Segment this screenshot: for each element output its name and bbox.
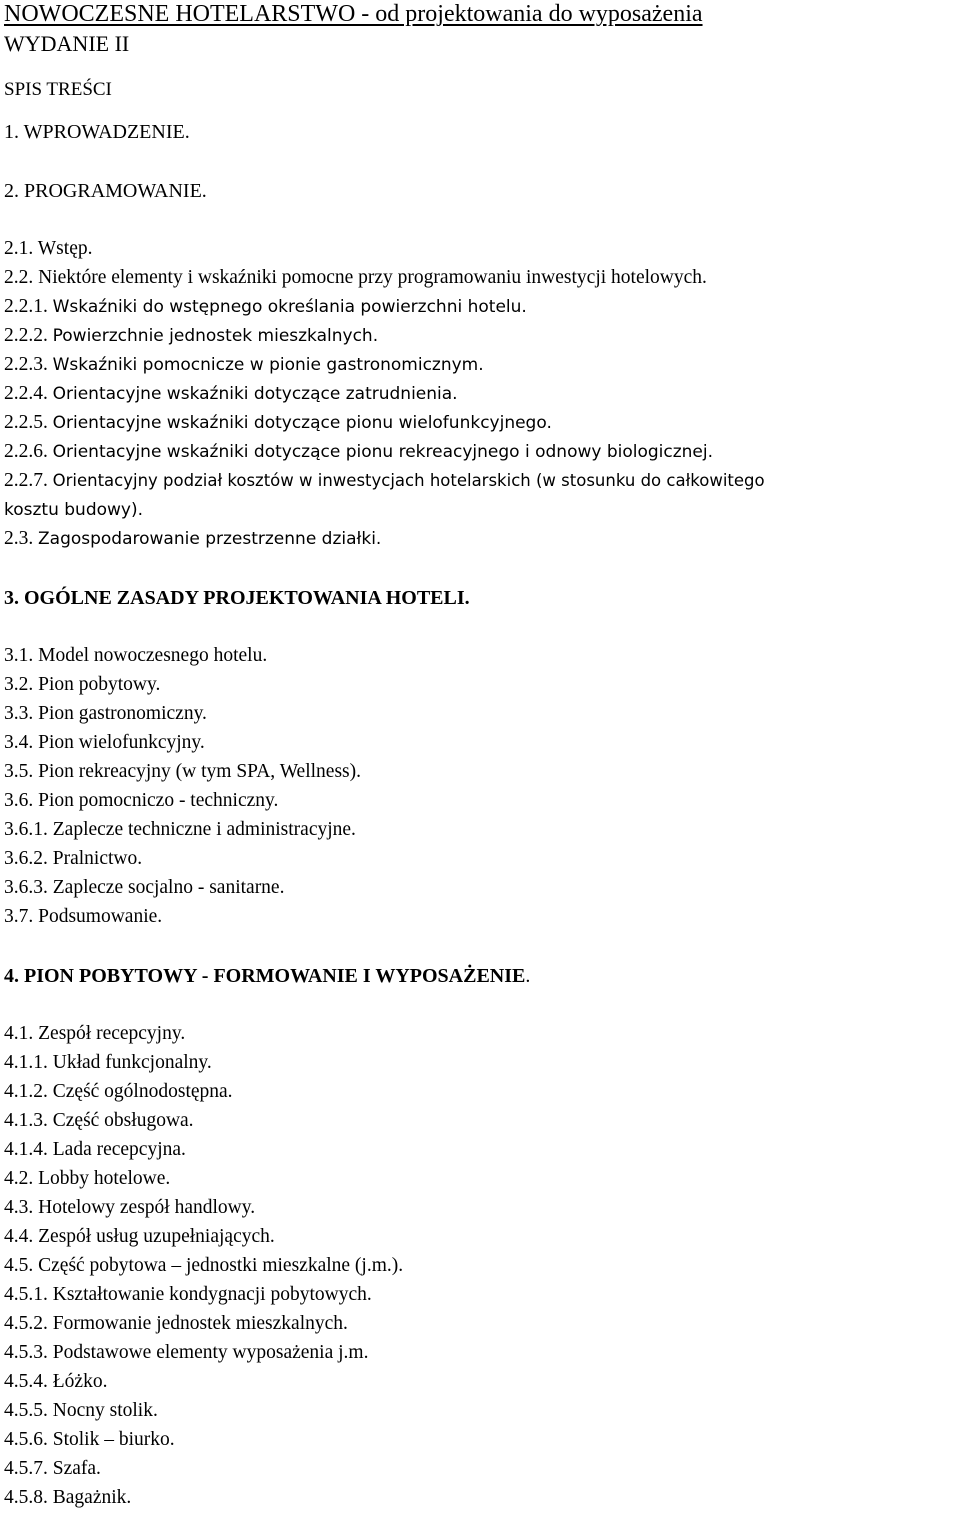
toc-entry-number: 2.2.2. [4, 325, 48, 346]
toc-entry-number: 4.1. [4, 1023, 34, 1044]
toc-entry [4, 296, 527, 318]
toc-entry [4, 528, 381, 550]
toc-entry [4, 1342, 368, 1364]
toc-entry [4, 1197, 255, 1219]
toc-entry-text: Część pobytowa – jednostki mieszkalne (j.m.). [38, 1255, 404, 1276]
toc-entry-number: 2.2.7. [4, 470, 48, 491]
toc-entry-text: Powierzchnie jednostek mieszkalnych. [52, 326, 379, 346]
toc-entry-text: Pralnictwo. [52, 848, 143, 869]
toc-entry [4, 1371, 107, 1393]
toc-entry [4, 1052, 212, 1074]
toc-entry-text: Wstęp. [37, 238, 93, 259]
toc-heading: SPIS TREŚCI [4, 79, 112, 100]
toc-entry-text: Stolik – biurko. [52, 1429, 175, 1450]
toc-entry [4, 1284, 372, 1306]
toc-entry-number: 3.1. [4, 645, 34, 666]
toc-entry-number: 4.4. [4, 1226, 34, 1247]
toc-entry-text: Szafa. [52, 1458, 101, 1479]
toc-entry-text: Zaplecze techniczne i administracyjne. [52, 819, 356, 840]
toc-entry-number: 4.5.3. [4, 1342, 48, 1363]
toc-entry [4, 1110, 194, 1132]
toc-entry-text: Część ogólnodostępna. [52, 1081, 233, 1102]
toc-entry-number: 4.5.6. [4, 1429, 48, 1450]
toc-entry-text: Orientacyjny podział kosztów w inwestycjach hotelarskich (w stosunku do całkowitego [52, 471, 765, 490]
toc-entry-text: Łóżko. [52, 1371, 108, 1392]
toc-entry-number: 4.5.8. [4, 1487, 48, 1508]
toc-entry-text: Orientacyjne wskaźniki dotyczące zatrudnienia. [52, 384, 458, 404]
toc-entry [4, 761, 361, 783]
toc-entry [4, 732, 205, 754]
toc-chapter-3: 3. OGÓLNE ZASADY PROJEKTOWANIA HOTELI. [4, 587, 470, 609]
toc-entry [4, 848, 142, 870]
toc-entry-continuation [4, 499, 143, 521]
toc-entry-text: Model nowoczesnego hotelu. [38, 645, 268, 666]
toc-entry [4, 470, 765, 492]
toc-entry-text: Lobby hotelowe. [38, 1168, 171, 1189]
toc-entry-text: Kształtowanie kondygnacji pobytowych. [52, 1284, 372, 1305]
toc-entry-number: 2.2.6. [4, 441, 48, 462]
toc-entry-text: Zagospodarowanie przestrzenne działki. [38, 529, 382, 549]
toc-entry-number: 4.1.3. [4, 1110, 48, 1131]
toc-entry-number: 3.2. [4, 674, 34, 695]
toc-entry-number: 3.6. [4, 790, 34, 811]
toc-entry-number: 2.2.1. [4, 296, 48, 317]
toc-entry-text: Zaplecze socjalno - sanitarne. [52, 877, 285, 898]
toc-entry-number: 3.3. [4, 703, 34, 724]
toc-entry-text: Część obsługowa. [52, 1110, 194, 1131]
toc-chapter-1: 1. WPROWADZENIE. [4, 121, 190, 143]
toc-entry-text: Formowanie jednostek mieszkalnych. [52, 1313, 348, 1334]
toc-entry-number: 3.7. [4, 906, 34, 927]
document-edition: WYDANIE II [4, 31, 130, 56]
toc-entry-text: Wskaźniki do wstępnego określania powierzchni hotelu. [52, 297, 527, 317]
toc-entry-text: kosztu budowy). [4, 500, 144, 520]
toc-entry [4, 1487, 131, 1509]
toc-entry-text: Bagażnik. [52, 1487, 132, 1508]
toc-entry-number: 3.5. [4, 761, 34, 782]
toc-entry [4, 441, 713, 463]
toc-entry [4, 354, 484, 376]
toc-entry-number: 2.2.5. [4, 412, 48, 433]
toc-entry-number: 4.5.2. [4, 1313, 48, 1334]
toc-entry-number: 4.1.2. [4, 1081, 48, 1102]
toc-entry [4, 1429, 175, 1451]
toc-entry [4, 1400, 158, 1422]
toc-entry [4, 238, 92, 260]
toc-entry-number: 4.5.4. [4, 1371, 48, 1392]
toc-entry [4, 1458, 101, 1480]
toc-entry [4, 674, 160, 696]
toc-entry-number: 4.2. [4, 1168, 34, 1189]
toc-chapter-4: 4. PION POBYTOWY - FORMOWANIE I WYPOSAŻENIE. [4, 965, 531, 987]
toc-entry-text: Pion wielofunkcyjny. [38, 732, 205, 753]
toc-entry [4, 645, 267, 667]
toc-entry-text: Lada recepcyjna. [52, 1139, 186, 1160]
toc-entry-number: 2.3. [4, 528, 34, 549]
toc-entry-number: 2.2. [4, 267, 34, 288]
toc-entry [4, 267, 707, 289]
document-title: NOWOCZESNE HOTELARSTWO - od projektowania do wyposażenia [4, 1, 703, 27]
toc-entry [4, 1081, 233, 1103]
toc-entry-number: 3.6.2. [4, 848, 48, 869]
toc-entry [4, 790, 278, 812]
toc-entry-number: 4.5.5. [4, 1400, 48, 1421]
toc-entry [4, 819, 356, 841]
toc-entry-text: Zespół recepcyjny. [38, 1023, 186, 1044]
toc-entry-number: 2.1. [4, 238, 34, 259]
toc-entry-number: 4.3. [4, 1197, 34, 1218]
toc-entry-number: 2.2.3. [4, 354, 48, 375]
toc-entry [4, 325, 378, 347]
toc-entry [4, 383, 458, 405]
toc-entry [4, 703, 207, 725]
toc-entry-number: 4.1.4. [4, 1139, 48, 1160]
toc-entry-text: Pion pobytowy. [38, 674, 161, 695]
toc-entry-number: 4.5. [4, 1255, 34, 1276]
toc-entry-text: Pion gastronomiczny. [38, 703, 207, 724]
toc-entry-text: Hotelowy zespół handlowy. [38, 1197, 256, 1218]
toc-entry [4, 1168, 170, 1190]
toc-entry [4, 906, 162, 928]
toc-entry-number: 3.6.3. [4, 877, 48, 898]
toc-entry-text: Niektóre elementy i wskaźniki pomocne przy programowaniu inwestycji hotelowych. [38, 267, 707, 288]
toc-entry [4, 412, 552, 434]
toc-entry [4, 1226, 275, 1248]
toc-entry-number: 4.5.7. [4, 1458, 48, 1479]
toc-entry [4, 1313, 348, 1335]
toc-entry-text: Nocny stolik. [52, 1400, 158, 1421]
toc-entry-number: 2.2.4. [4, 383, 48, 404]
toc-entry-text: Pion rekreacyjny (w tym SPA, Wellness). [38, 761, 361, 782]
toc-chapter-2: 2. PROGRAMOWANIE. [4, 180, 207, 202]
toc-entry-text: Orientacyjne wskaźniki dotyczące pionu rekreacyjnego i odnowy biologicznej. [52, 442, 714, 462]
toc-entry [4, 1023, 185, 1045]
toc-entry-number: 3.6.1. [4, 819, 48, 840]
toc-entry-text: Układ funkcjonalny. [52, 1052, 212, 1073]
toc-entry-text: Podsumowanie. [38, 906, 163, 927]
toc-entry-number: 3.4. [4, 732, 34, 753]
toc-entry-text: Orientacyjne wskaźniki dotyczące pionu wielofunkcyjnego. [52, 413, 552, 433]
toc-entry [4, 1139, 186, 1161]
toc-entry-number: 4.1.1. [4, 1052, 48, 1073]
toc-entry-text: Pion pomocniczo - techniczny. [38, 790, 279, 811]
toc-entry-text: Podstawowe elementy wyposażenia j.m. [52, 1342, 369, 1363]
toc-entry-text: Wskaźniki pomocnicze w pionie gastronomicznym. [52, 355, 484, 375]
toc-entry-number: 4.5.1. [4, 1284, 48, 1305]
toc-entry [4, 1255, 403, 1277]
toc-entry-text: Zespół usług uzupełniających. [38, 1226, 275, 1247]
toc-entry [4, 877, 284, 899]
